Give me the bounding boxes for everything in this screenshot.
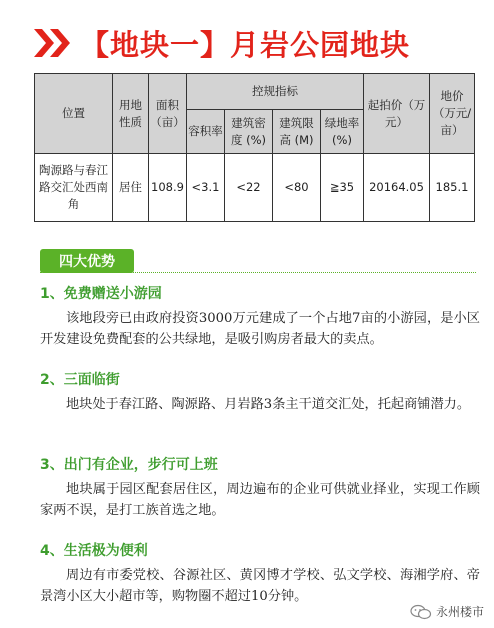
advantage-heading: 3、出门有企业，步行可上班	[40, 457, 218, 473]
land-parcel-table	[34, 73, 475, 222]
advantage-item	[40, 540, 480, 607]
header-far: 容积率	[187, 110, 225, 154]
header-land-use: 用地性质	[113, 74, 149, 154]
header-density: 建筑密度 (%)	[225, 110, 273, 154]
header-start-price: 起拍价（万元）	[364, 74, 430, 154]
header-land-price: 地价（万元/亩）	[430, 74, 475, 154]
header-location: 位置	[35, 74, 113, 154]
double-chevron-icon	[34, 25, 74, 61]
advantage-item	[40, 454, 480, 521]
header-controls: 控规指标	[187, 74, 364, 110]
header-green: 绿地率 (%)	[321, 110, 364, 154]
advantage-body: 周边有市委党校、谷源社区、黄冈博才学校、弘文学校、海湘学府、帝景湾小区大小超市等，购物圈不超过10分钟。	[40, 568, 480, 604]
page-header	[34, 18, 474, 68]
advantage-body: 地块处于春江路、陶源路、月岩路3条主干道交汇处，托起商铺潜力。	[66, 397, 471, 412]
header-height: 建筑限高 (M)	[273, 110, 321, 154]
cell-land-use: 居住	[113, 154, 149, 222]
cell-density: <22	[225, 154, 273, 222]
header-area: 面积（亩）	[149, 74, 187, 154]
advantage-heading: 1、免费赠送小游园	[40, 286, 162, 302]
advantage-body: 该地段旁已由政府投资3000万元建成了一个占地7亩的小游园，是小区开发建设免费配套的公共绿地，是吸引购房者最大的卖点。	[40, 311, 480, 347]
wechat-icon	[410, 604, 432, 620]
cell-area: 108.9	[149, 154, 187, 222]
advantage-body: 地块属于园区配套居住区，周边遍布的企业可供就业择业，实现工作顾家两不误，是打工族首选之地。	[40, 482, 480, 518]
advantage-heading: 2、三面临街	[40, 372, 120, 388]
cell-location: 陶源路与春江路交汇处西南角	[35, 154, 113, 222]
section-badge: 四大优势	[40, 249, 134, 273]
advantage-item	[40, 369, 480, 415]
cell-land-price: 185.1	[430, 154, 475, 222]
cell-far: <3.1	[187, 154, 225, 222]
cell-start-price: 20164.05	[364, 154, 430, 222]
cell-green: ≧35	[321, 154, 364, 222]
table-row	[35, 154, 475, 222]
advantage-item	[40, 283, 480, 350]
advantage-heading: 4、生活极为便利	[40, 543, 148, 559]
section-divider	[40, 272, 476, 273]
cell-height: <80	[273, 154, 321, 222]
page-title: 【地块一】月岩公园地块	[80, 27, 411, 62]
watermark	[410, 603, 484, 620]
watermark-text: 永州楼市	[435, 605, 484, 619]
